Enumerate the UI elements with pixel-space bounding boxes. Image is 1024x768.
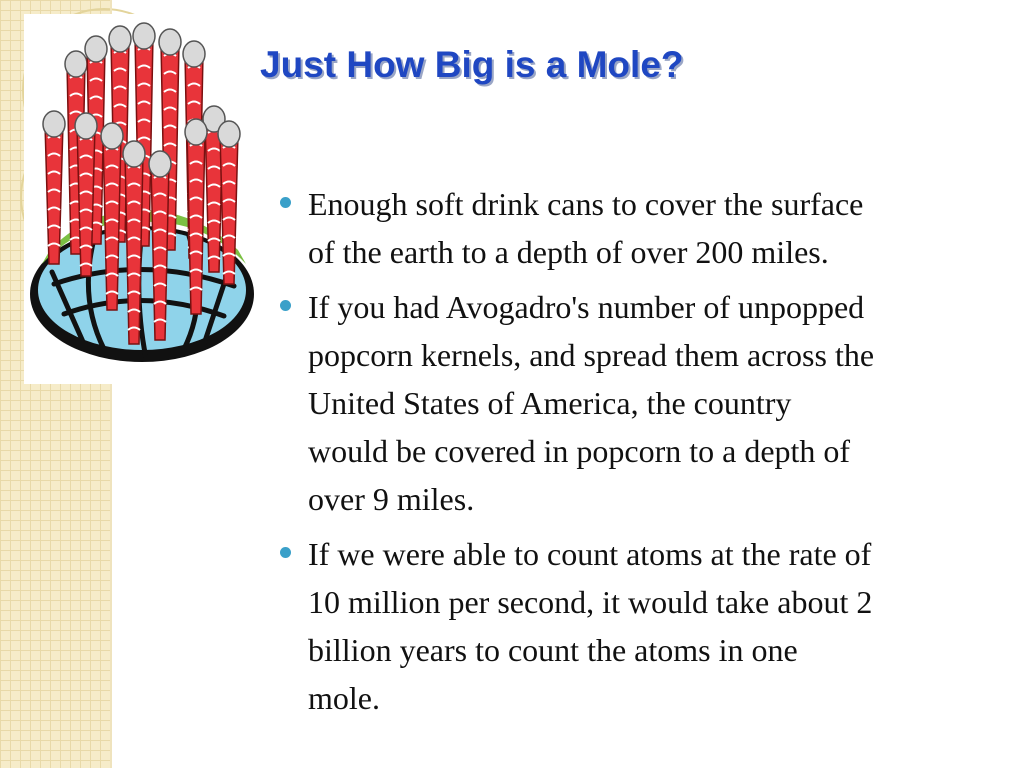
bullet-line: billion years to count the atoms in one xyxy=(308,632,798,668)
bullet-line: over 9 miles. xyxy=(308,481,475,517)
bullet-list xyxy=(280,180,1020,729)
bullet-line: United States of America, the country xyxy=(308,385,792,421)
bullet-item xyxy=(280,283,1020,523)
bullet-line: popcorn kernels, and spread them across the xyxy=(308,337,875,373)
bullet-line: If we were able to count atoms at the rate of xyxy=(308,536,872,572)
bullet-dot-icon xyxy=(280,300,291,311)
bullet-line: If you had Avogadro's number of unpopped xyxy=(308,289,865,325)
bullet-line: Enough soft drink cans to cover the surface xyxy=(308,186,864,222)
bullet-line: of the earth to a depth of over 200 miles. xyxy=(308,234,829,270)
bullet-line: 10 million per second, it would take about 2 xyxy=(308,584,873,620)
bullet-dot-icon xyxy=(280,547,291,558)
bullet-line: mole. xyxy=(308,680,380,716)
bullet-line: would be covered in popcorn to a depth of xyxy=(308,433,851,469)
soda-cans-globe-image xyxy=(24,14,262,384)
bullet-item xyxy=(280,180,1020,276)
bullet-dot-icon xyxy=(280,197,291,208)
slide-title: Just How Big is a Mole? xyxy=(260,44,684,85)
bullet-item xyxy=(280,530,1020,722)
